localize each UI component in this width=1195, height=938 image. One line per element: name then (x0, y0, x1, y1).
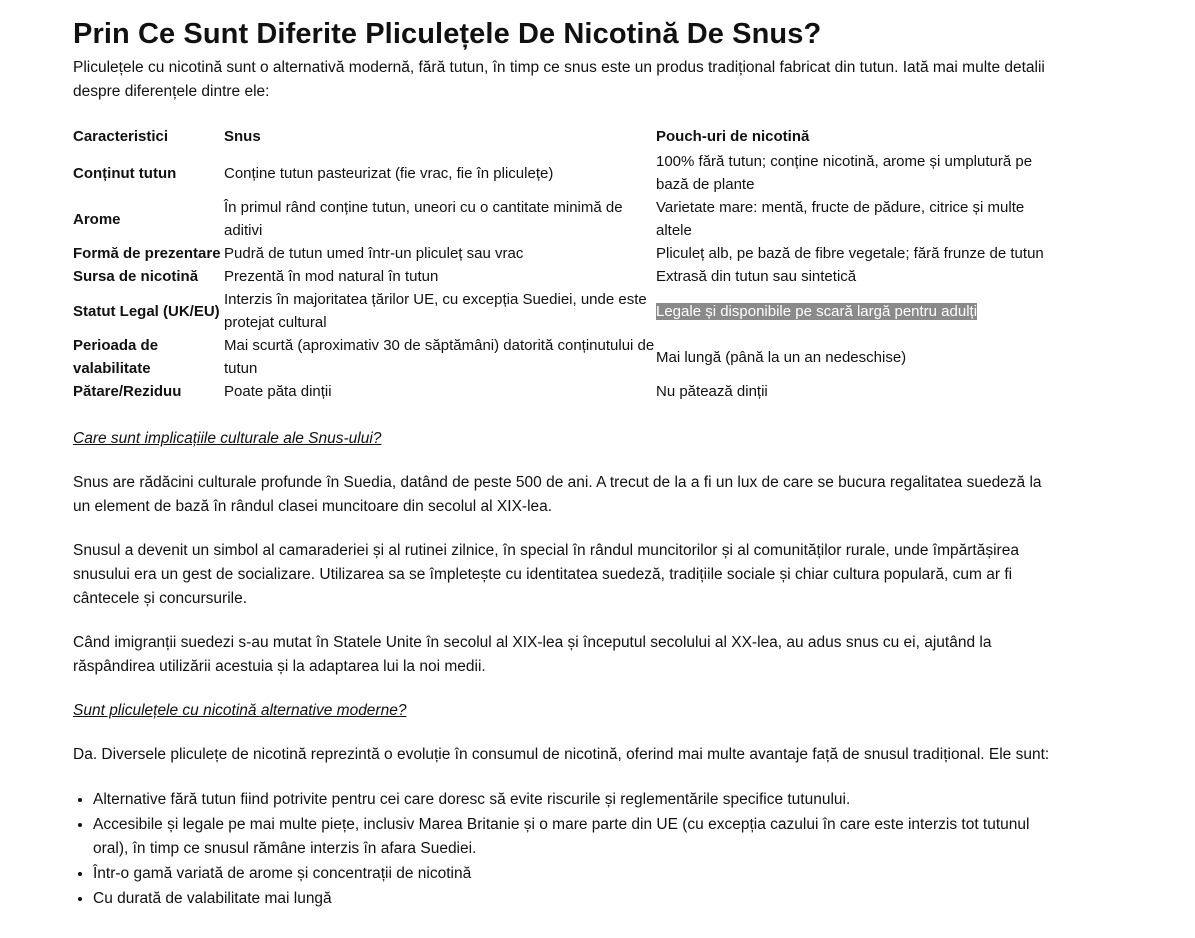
table-cell-pouch (656, 288, 1053, 334)
list-item: • Accesibile și legale pe mai multe piețe, inclusiv Marea Britanie și o mare parte din UE (cu excepția cazului în care este interzis tot tutunul oral), în timp ce snusul rămâne interzis în afara Suediei. (93, 812, 1053, 861)
paragraph: Când imigranții suedezi s-au mutat în Statele Unite în secolul al XIX-lea și începutul secolului al XX-lea, au adus snus cu ei, ajutând la răspândirea utilizării acestuia și la adaptarea lui la noi medii. (73, 634, 992, 675)
table-cell-snus: Prezentă în mod natural în tutun (224, 268, 439, 285)
table-cell-pouch: 100% fără tutun; conține nicotină, arome și umplutură pe bază de plante (656, 153, 1033, 193)
table-row (73, 334, 1053, 380)
table-header-cell: Caracteristici (73, 128, 169, 145)
list-item: • Cu durată de valabilitate mai lungă (93, 886, 1053, 911)
table-cell-snus: Poate păta dinții (224, 383, 332, 400)
advantages-list (73, 787, 1053, 911)
intro-paragraph: Pliculețele cu nicotină sunt o alternativă modernă, fără tutun, în timp ce snus este un produs tradițional fabricat din tutun. Iată mai multe detalii despre diferențele dintre ele: (73, 59, 1045, 100)
table-cell-snus: Interzis în majoritatea țărilor UE, cu excepția Suediei, unde este protejat cultural (224, 291, 647, 331)
table-row (73, 150, 1053, 196)
table-cell-feature: Statut Legal (UK/EU) (73, 302, 220, 320)
table-row (73, 265, 1053, 288)
table-cell-feature: Conținut tutun (73, 164, 177, 182)
table-cell-pouch: Pliculeț alb, pe bază de fibre vegetale; fără frunze de tutun (656, 245, 1044, 262)
table-cell-feature: Pătare/Reziduu (73, 383, 182, 400)
comparison-table (73, 125, 1053, 403)
table-cell-snus: În primul rând conține tutun, uneori cu o cantitate minimă de aditivi (224, 199, 623, 239)
table-row (73, 242, 1053, 265)
table-cell-snus: Pudră de tutun umed într-un pliculeț sau vrac (224, 245, 524, 262)
table-row (73, 288, 1053, 334)
table-cell-feature: Sursa de nicotină (73, 268, 199, 285)
article-content (73, 14, 1053, 911)
table-cell-feature: Arome (73, 210, 121, 228)
table-cell-feature-text: Perioada de valabilitate (73, 337, 159, 377)
table-header-cell: Snus (224, 128, 261, 145)
table-header-cell: Pouch-uri de nicotină (656, 128, 810, 145)
table-cell-pouch: Varietate mare: mentă, fructe de pădure, citrice și multe altele (656, 199, 1025, 239)
section-question-cultural: Care sunt implicațiile culturale ale Snus-ului? (73, 430, 382, 447)
table-cell-snus: Conține tutun pasteurizat (fie vrac, fie în pliculețe) (224, 164, 554, 182)
table-cell-feature (73, 334, 224, 380)
paragraph: Snusul a devenit un simbol al camaraderiei și al rutinei zilnice, în special în rândul muncitorilor și al comunităților rurale, unde împărtășirea snusului era un gest de socializare. Utilizarea sa se împletește cu identitatea suedeză, tradițiile sociale și chiar cultura populară, cum ar fi cântecele și concursurile. (73, 542, 1019, 607)
article-title: Prin Ce Sunt Diferite Pliculețele De Nicotină De Snus? (73, 18, 822, 50)
list-item: • Într-o gamă variată de arome și concentrații de nicotină (93, 861, 1053, 886)
paragraph: Snus are rădăcini culturale profunde în Suedia, datând de peste 500 de ani. A trecut de la a fi un lux de care se bucura regalitatea suedeză la un element de bază în rândul clasei muncitoare din secolul al XIX-lea. (73, 474, 1042, 515)
table-cell-snus: Mai scurtă (aproximativ 30 de săptămâni) datorită conținutului de tutun (224, 337, 655, 377)
table-header-row (73, 125, 1053, 150)
table-cell-pouch: Extrasă din tutun sau sintetică (656, 268, 857, 285)
table-row (73, 380, 1053, 403)
selected-text-highlight[interactable]: Legale și disponibile pe scară largă pentru adulți (656, 302, 978, 320)
table-row (73, 196, 1053, 242)
paragraph: Da. Diversele pliculețe de nicotină reprezintă o evoluție în consumul de nicotină, oferind mai multe avantaje față de snusul tradițional. Ele sunt: (73, 746, 1050, 763)
list-item: • Alternative fără tutun fiind potrivite pentru cei care doresc să evite riscurile și reglementările specifice tutunului. (93, 787, 1053, 812)
table-cell-feature: Formă de prezentare (73, 245, 221, 262)
table-cell-pouch: Mai lungă (până la un an nedeschise) (656, 348, 907, 366)
table-cell-pouch: Nu pătează dinții (656, 383, 768, 400)
section-question-modern: Sunt pliculețele cu nicotină alternative moderne? (73, 702, 407, 719)
